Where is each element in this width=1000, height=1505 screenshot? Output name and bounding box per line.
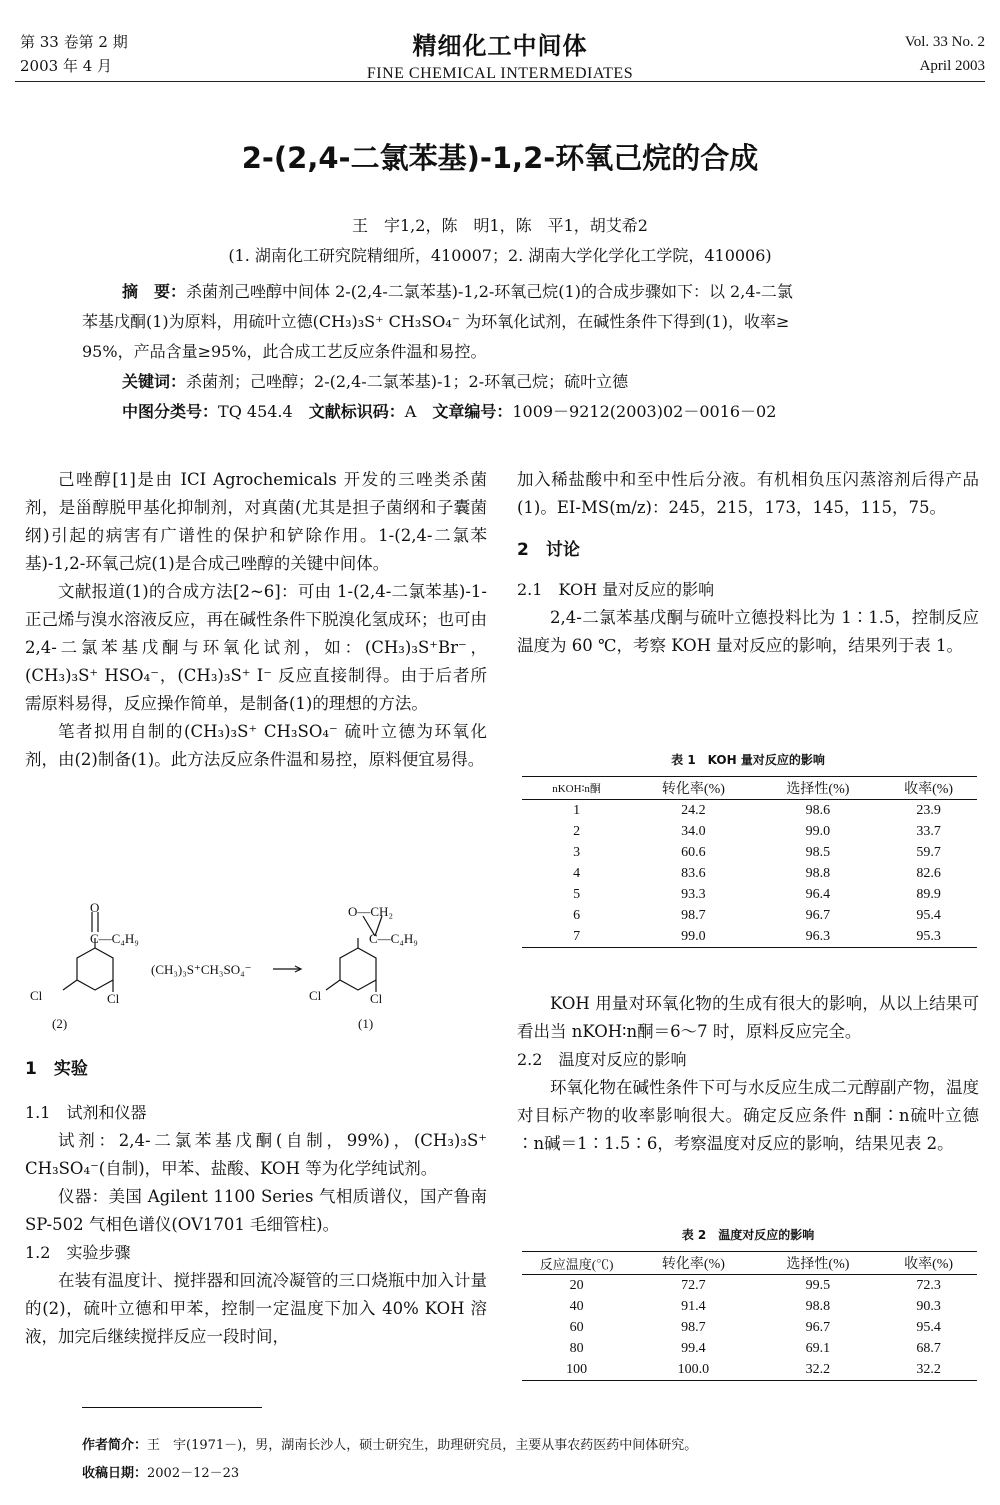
scheme-label-2: (2) <box>52 1016 68 1031</box>
table-2-col-selectivity: 选择性(%) <box>756 1252 880 1275</box>
section-2-1-heading: 2.1 KOH 量对反应的影响 <box>517 580 715 599</box>
table-cell: 24.2 <box>681 802 706 818</box>
paper-title: 2-(2,4-二氯苯基)-1,2-环氧己烷的合成 <box>241 141 759 175</box>
table-cell: 5 <box>573 886 581 902</box>
section-1-2-heading: 1.2 实验步骤 <box>25 1243 131 1262</box>
author-bio-text: 王 宇(1971－)，男，湖南长沙人，硕士研究生，助理研究员，主要从事农药医药中间体研究。 <box>147 1438 698 1453</box>
article-no-value: 1009－9212(2003)02－0016－02 <box>512 402 777 421</box>
received-label: 收稿日期： <box>82 1466 148 1481</box>
table-cell: 60.6 <box>681 844 706 860</box>
keywords-text: 杀菌剂；己唑醇；2-(2,4-二氯苯基)-1；2-环氧己烷；硫叶立德 <box>186 372 629 391</box>
table-cell: 69.1 <box>805 1340 831 1356</box>
doc-code-value: A <box>404 402 417 421</box>
article-no-label: 文章编号： <box>432 402 513 421</box>
paragraph-intro: 己唑醇[1]是由 ICI Agrochemicals 开发的三唑类杀菌剂，是甾醇脱甲基化抑制剂，对真菌(尤其是担子菌纲和子囊菌纲)引起的病害有广谱性的保护和铲除作用。1-(2,4-二氯苯基)-1,2-环氧己烷(1)是合成己唑醇的关键中间体。 <box>25 470 487 573</box>
table-cell: 60 <box>569 1319 584 1335</box>
table-cell: 96.7 <box>805 1319 831 1335</box>
table-2-caption: 表 2 温度对反应的影响 <box>681 1228 815 1242</box>
table-cell: 4 <box>573 865 581 881</box>
scheme-epoxide-top: O—CH₂ <box>348 904 393 919</box>
table-cell: 98.5 <box>805 844 831 860</box>
table-cell: 95.4 <box>916 1319 941 1335</box>
paragraph-reagents: 试剂：2,4-二氯苯基戊酮(自制，99%)，(CH₃)₃S⁺ CH₃SO₄⁻(自制)，甲苯、盐酸、KOH 等为化学纯试剂。 <box>25 1131 487 1178</box>
received-value: 2002－12－23 <box>147 1466 240 1481</box>
abstract-line-2: 苯基戊酮(1)为原料，用硫叶立德(CH₃)₃S⁺ CH₃SO₄⁻ 为环氧化试剂，在碱性条件下得到(1)，收率≥ <box>82 312 790 331</box>
journal-title-cn: 精细化工中间体 <box>412 32 588 60</box>
clc-label: 中图分类号： <box>122 402 219 421</box>
table-cell: 99.4 <box>681 1340 706 1356</box>
scheme-cl-right-2: Cl <box>107 991 120 1006</box>
scheme-ketone-chain: C—C₄H₉ <box>90 931 139 946</box>
authors: 王 宇1,2，陈 明1，陈 平1，胡艾希2 <box>352 216 648 235</box>
scheme-label-1: (1) <box>358 1016 374 1031</box>
table-cell: 96.7 <box>805 907 831 923</box>
table-1-caption: 表 1 KOH 量对反应的影响 <box>671 753 825 767</box>
table-cell: 99.5 <box>805 1277 831 1293</box>
affiliations: (1. 湖南化工研究院精细所，410007；2. 湖南大学化学化工学院，410006) <box>228 246 772 265</box>
table-row <box>522 884 977 905</box>
table-cell: 95.3 <box>880 926 977 948</box>
right-column-middle <box>517 990 979 1158</box>
classification <box>82 397 920 427</box>
table-cell: 98.7 <box>681 907 706 923</box>
left-column-bottom <box>25 1055 487 1351</box>
received-date <box>82 1462 239 1481</box>
scheme-cl-left-1: Cl <box>309 988 322 1003</box>
footnote-rule <box>82 1407 262 1408</box>
table-cell: 72.7 <box>681 1277 706 1293</box>
doc-code-label: 文献标识码： <box>308 402 405 421</box>
paragraph-procedure: 在装有温度计、搅拌器和回流冷凝管的三口烧瓶中加入计量的(2)，硫叶立德和甲苯，控制一定温度下加入 40% KOH 溶液，加完后继续搅拌反应一段时间， <box>25 1271 487 1346</box>
table-cell: 32.2 <box>756 1359 880 1381</box>
table-cell: 68.7 <box>916 1340 941 1356</box>
table-cell: 93.3 <box>681 886 706 902</box>
paragraph-instruments: 仪器：美国 Agilent 1100 Series 气相质谱仪，国产鲁南 SP-502 气相色谱仪(OV1701 毛细管柱)。 <box>25 1187 487 1234</box>
benzene-ring-2 <box>77 948 113 990</box>
header-right <box>905 30 985 78</box>
header-center <box>0 26 1000 83</box>
keywords <box>82 367 920 397</box>
table-cell: 3 <box>573 844 581 860</box>
left-column-top <box>25 466 487 774</box>
volume-cn: 第 33 卷第 2 期 <box>20 33 128 51</box>
table-row <box>522 1275 977 1297</box>
table-cell: 20 <box>569 1277 584 1293</box>
table-cell: 99.0 <box>805 823 831 839</box>
abstract-line-1 <box>82 277 920 307</box>
table-cell: 72.3 <box>916 1277 941 1293</box>
table-cell: 96.3 <box>756 926 880 948</box>
section-2-heading: 2 讨论 <box>517 540 580 560</box>
abstract <box>82 277 920 427</box>
scheme-cl-right-1: Cl <box>370 991 383 1006</box>
table-cell: 96.4 <box>805 886 831 902</box>
scheme-cl-left-2: Cl <box>30 988 43 1003</box>
benzene-ring-1 <box>340 948 376 990</box>
table-cell: 83.6 <box>681 865 706 881</box>
table-cell: 98.6 <box>805 802 831 818</box>
table-1-header <box>522 777 977 800</box>
scheme-oxygen: O <box>90 900 100 915</box>
table-cell: 91.4 <box>681 1298 706 1314</box>
table-2-header <box>522 1252 977 1275</box>
paragraph-workup: 加入稀盐酸中和至中性后分液。有机相负压闪蒸溶剂后得产品(1)。EI-MS(m/z)：245，215，173，145，115，75。 <box>517 470 979 517</box>
table-cell: 59.7 <box>916 844 941 860</box>
table-1-col-selectivity: 选择性(%) <box>756 777 880 800</box>
table-row <box>522 800 977 822</box>
paragraph-koh-discussion: KOH 用量对环氧化物的生成有很大的影响，从以上结果可看出当 nKOH∶n酮＝6～7 时，原料反应完全。 <box>517 994 979 1041</box>
table-row <box>522 821 977 842</box>
table-cell: 23.9 <box>916 802 941 818</box>
abstract-text-1: 杀菌剂己唑醇中间体 2-(2,4-二氯苯基)-1,2-环氧己烷(1)的合成步骤如下：以 2,4-二氯 <box>186 282 793 301</box>
table-2-col-yield: 收率(%) <box>880 1252 977 1275</box>
table-cell: 33.7 <box>916 823 941 839</box>
table-cell: 34.0 <box>681 823 706 839</box>
table-row <box>522 1317 977 1338</box>
keywords-label: 关键词： <box>122 372 187 391</box>
paragraph-approach: 笔者拟用自制的(CH₃)₃S⁺ CH₃SO₄⁻ 硫叶立德为环氧化剂，由(2)制备(1)。此方法反应条件温和易控，原料便宜易得。 <box>25 722 487 769</box>
paragraph-temperature: 环氧化物在碱性条件下可与水反应生成二元醇副产物，温度对目标产物的收率影响很大。确定反应条件 n酮∶n硫叶立德∶n碱＝1∶1.5∶6，考察温度对反应的影响，结果见表 2。 <box>517 1078 979 1153</box>
section-1-heading: 1 实验 <box>25 1059 88 1079</box>
header-rule <box>15 81 985 82</box>
table-1-col-ratio: nKOH∶n酮 <box>522 777 631 800</box>
volume-en: Vol. 33 No. 2 <box>904 34 985 50</box>
reaction-scheme <box>25 900 487 1040</box>
abstract-line-3: 95%，产品含量≥95%，此合成工艺反应条件温和易控。 <box>82 342 487 361</box>
date-cn: 2003 年 4 月 <box>20 57 113 75</box>
table-1-col-yield: 收率(%) <box>880 777 977 800</box>
table-2 <box>522 1251 977 1381</box>
section-1-1-heading: 1.1 试剂和仪器 <box>25 1103 147 1122</box>
table-row <box>522 905 977 926</box>
table-cell: 100 <box>522 1359 631 1381</box>
table-row <box>522 1296 977 1317</box>
table-2-col-temp: 反应温度(℃) <box>522 1252 631 1275</box>
scheme-epoxide-chain: C—C₄H₉ <box>369 931 418 946</box>
table-cell: 82.6 <box>916 865 941 881</box>
table-row <box>522 842 977 863</box>
table-cell: 1 <box>573 802 581 818</box>
table-cell: 89.9 <box>916 886 941 902</box>
journal-title-en: FINE CHEMICAL INTERMEDIATES <box>366 65 634 82</box>
section-2-2-heading: 2.2 温度对反应的影响 <box>517 1050 687 1069</box>
paragraph-koh: 2,4-二氯苯基戊酮与硫叶立德投料比为 1∶1.5，控制反应温度为 60 ℃，考察 KOH 量对反应的影响，结果列于表 1。 <box>517 608 979 655</box>
clc-value: TQ 454.4 <box>218 402 293 421</box>
table-cell: 90.3 <box>916 1298 941 1314</box>
table-cell: 98.8 <box>805 865 831 881</box>
table-cell: 6 <box>573 907 581 923</box>
table-row <box>522 863 977 884</box>
date-en: April 2003 <box>919 58 985 74</box>
table-row <box>522 926 977 948</box>
table-cell: 98.8 <box>805 1298 831 1314</box>
scheme-reagent: (CH₃)₃S⁺CH₃SO₄⁻ <box>151 962 252 977</box>
table-row <box>522 1338 977 1359</box>
table-cell: 2 <box>573 823 581 839</box>
table-cell: 99.0 <box>631 926 755 948</box>
table-1-col-conversion: 转化率(%) <box>631 777 755 800</box>
table-cell: 7 <box>522 926 631 948</box>
table-cell: 32.2 <box>880 1359 977 1381</box>
table-cell: 95.4 <box>916 907 941 923</box>
abstract-label: 摘 要： <box>122 282 187 301</box>
table-2-col-conversion: 转化率(%) <box>631 1252 755 1275</box>
table-cell: 100.0 <box>631 1359 755 1381</box>
table-1 <box>522 776 977 948</box>
right-column-top <box>517 466 979 660</box>
table-cell: 80 <box>569 1340 584 1356</box>
table-cell: 40 <box>569 1298 584 1314</box>
paragraph-literature: 文献报道(1)的合成方法[2~6]：可由 1-(2,4-二氯苯基)-1-正己烯与溴水溶液反应，再在碱性条件下脱溴化氢成环；也可由 2,4-二氯苯基戊酮与环氧化试剂，如：(CH₃)₃S⁺Br⁻，(CH₃)₃S⁺ HSO₄⁻，(CH₃)₃S⁺ I⁻ 反应直接制得。由于后者所需原料易得，反应操作简单，是制备(1)的理想的方法。 <box>25 582 487 713</box>
table-cell: 98.7 <box>681 1319 706 1335</box>
author-bio-label: 作者简介： <box>82 1438 148 1453</box>
table-row <box>522 1359 977 1381</box>
author-bio <box>82 1434 697 1453</box>
